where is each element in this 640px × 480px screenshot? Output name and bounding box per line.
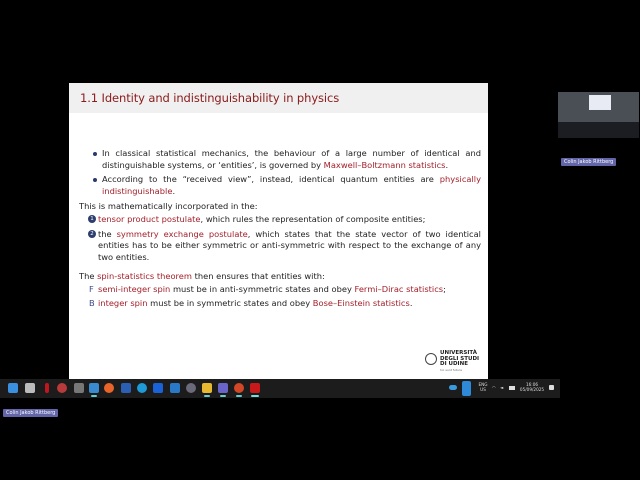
postulate-item: 2 the symmetry exchange postulate, which states that the state vector of two identical entities has to be either symmetric or anti-symmetric with respect to the exchange of any two entities. [79, 229, 481, 264]
word-icon[interactable] [121, 383, 131, 393]
app-blue-2-icon[interactable] [170, 383, 180, 393]
acrobat-icon[interactable] [250, 383, 260, 393]
app-blue-icon[interactable] [89, 383, 99, 393]
postulate-list [79, 214, 481, 263]
task-view-icon[interactable] [25, 383, 35, 393]
university-tagline: hic sunt futura [440, 368, 462, 372]
netflix-icon[interactable] [45, 383, 49, 393]
case-label: B [89, 297, 95, 308]
highlight-term: tensor product postulate [98, 213, 201, 224]
participant-name-tag: Colin Jakob Rittberg [561, 158, 616, 166]
app-red-icon[interactable] [57, 383, 67, 393]
highlight-term: Maxwell–Boltzmann statistics [323, 159, 446, 170]
intro-text: This is mathematically incorporated in the: [79, 201, 258, 212]
app-gray-icon[interactable] [74, 383, 84, 393]
highlight-term: physically indistinguishable [102, 174, 481, 196]
presentation-slide [69, 83, 488, 379]
edge-icon[interactable] [137, 383, 147, 393]
theorem-text: The spin-statistics theorem then ensures that entities with: [79, 271, 325, 282]
university-seal-icon [425, 353, 437, 365]
self-name-tag: Colin Jakob Rittberg [3, 409, 58, 417]
highlight-term: spin-statistics theorem [97, 271, 192, 282]
bullet-icon [93, 152, 97, 156]
volume-icon[interactable]: ◄ [500, 385, 504, 390]
projector-screen [589, 95, 611, 110]
slide-header [69, 83, 488, 113]
bullet-item: According to the “received view”, instead, identical quantum entities are physically indistinguishable. [79, 174, 481, 197]
bullet-list [79, 148, 481, 197]
slide-title: 1.1 Identity and indistinguishability in physics [80, 91, 340, 105]
case-item-fermion: F semi-integer spin must be in anti-symmetric states and obey Fermi–Dirac statistics; [89, 283, 446, 294]
case-item-boson: B integer spin must be in symmetric states and obey Bose–Einstein statistics. [89, 297, 413, 308]
teams-icon[interactable] [218, 383, 228, 393]
wifi-icon[interactable]: ◠ [492, 385, 496, 390]
shield-app-icon[interactable] [186, 383, 196, 393]
case-label: F [89, 283, 94, 294]
number-badge-icon: 2 [88, 230, 96, 238]
microphone-icon[interactable] [462, 381, 471, 396]
university-name: UNIVERSITÀ DEGLI STUDI DI UDINE [440, 350, 480, 368]
cloud-icon[interactable] [449, 385, 457, 390]
language-indicator[interactable]: ENG US [478, 382, 488, 392]
battery-icon[interactable] [509, 386, 515, 390]
bullet-icon [93, 178, 97, 182]
university-logo [425, 350, 487, 376]
dropbox-icon[interactable] [153, 383, 163, 393]
taskbar [0, 379, 560, 398]
bullet-item: In classical statistical mechanics, the behaviour of a large number of identical and distinguishable systems, or ‘entities’, is governed by Maxwell–Boltzmann statistics. [79, 148, 481, 171]
highlight-term: symmetry exchange postulate [116, 228, 248, 239]
firefox-icon[interactable] [104, 383, 114, 393]
powerpoint-icon[interactable] [234, 383, 244, 393]
file-explorer-icon[interactable] [202, 383, 212, 393]
case-list [79, 284, 481, 309]
clock[interactable]: 16:06 05/09/2025 [519, 382, 545, 392]
notification-icon[interactable] [549, 385, 554, 390]
slide-body [79, 148, 481, 309]
number-badge-icon: 1 [88, 215, 96, 223]
participant-video[interactable] [558, 92, 639, 138]
postulate-item: 1 tensor product postulate, which rules the representation of composite entities; [79, 214, 481, 226]
windows-start-icon[interactable] [8, 383, 18, 393]
